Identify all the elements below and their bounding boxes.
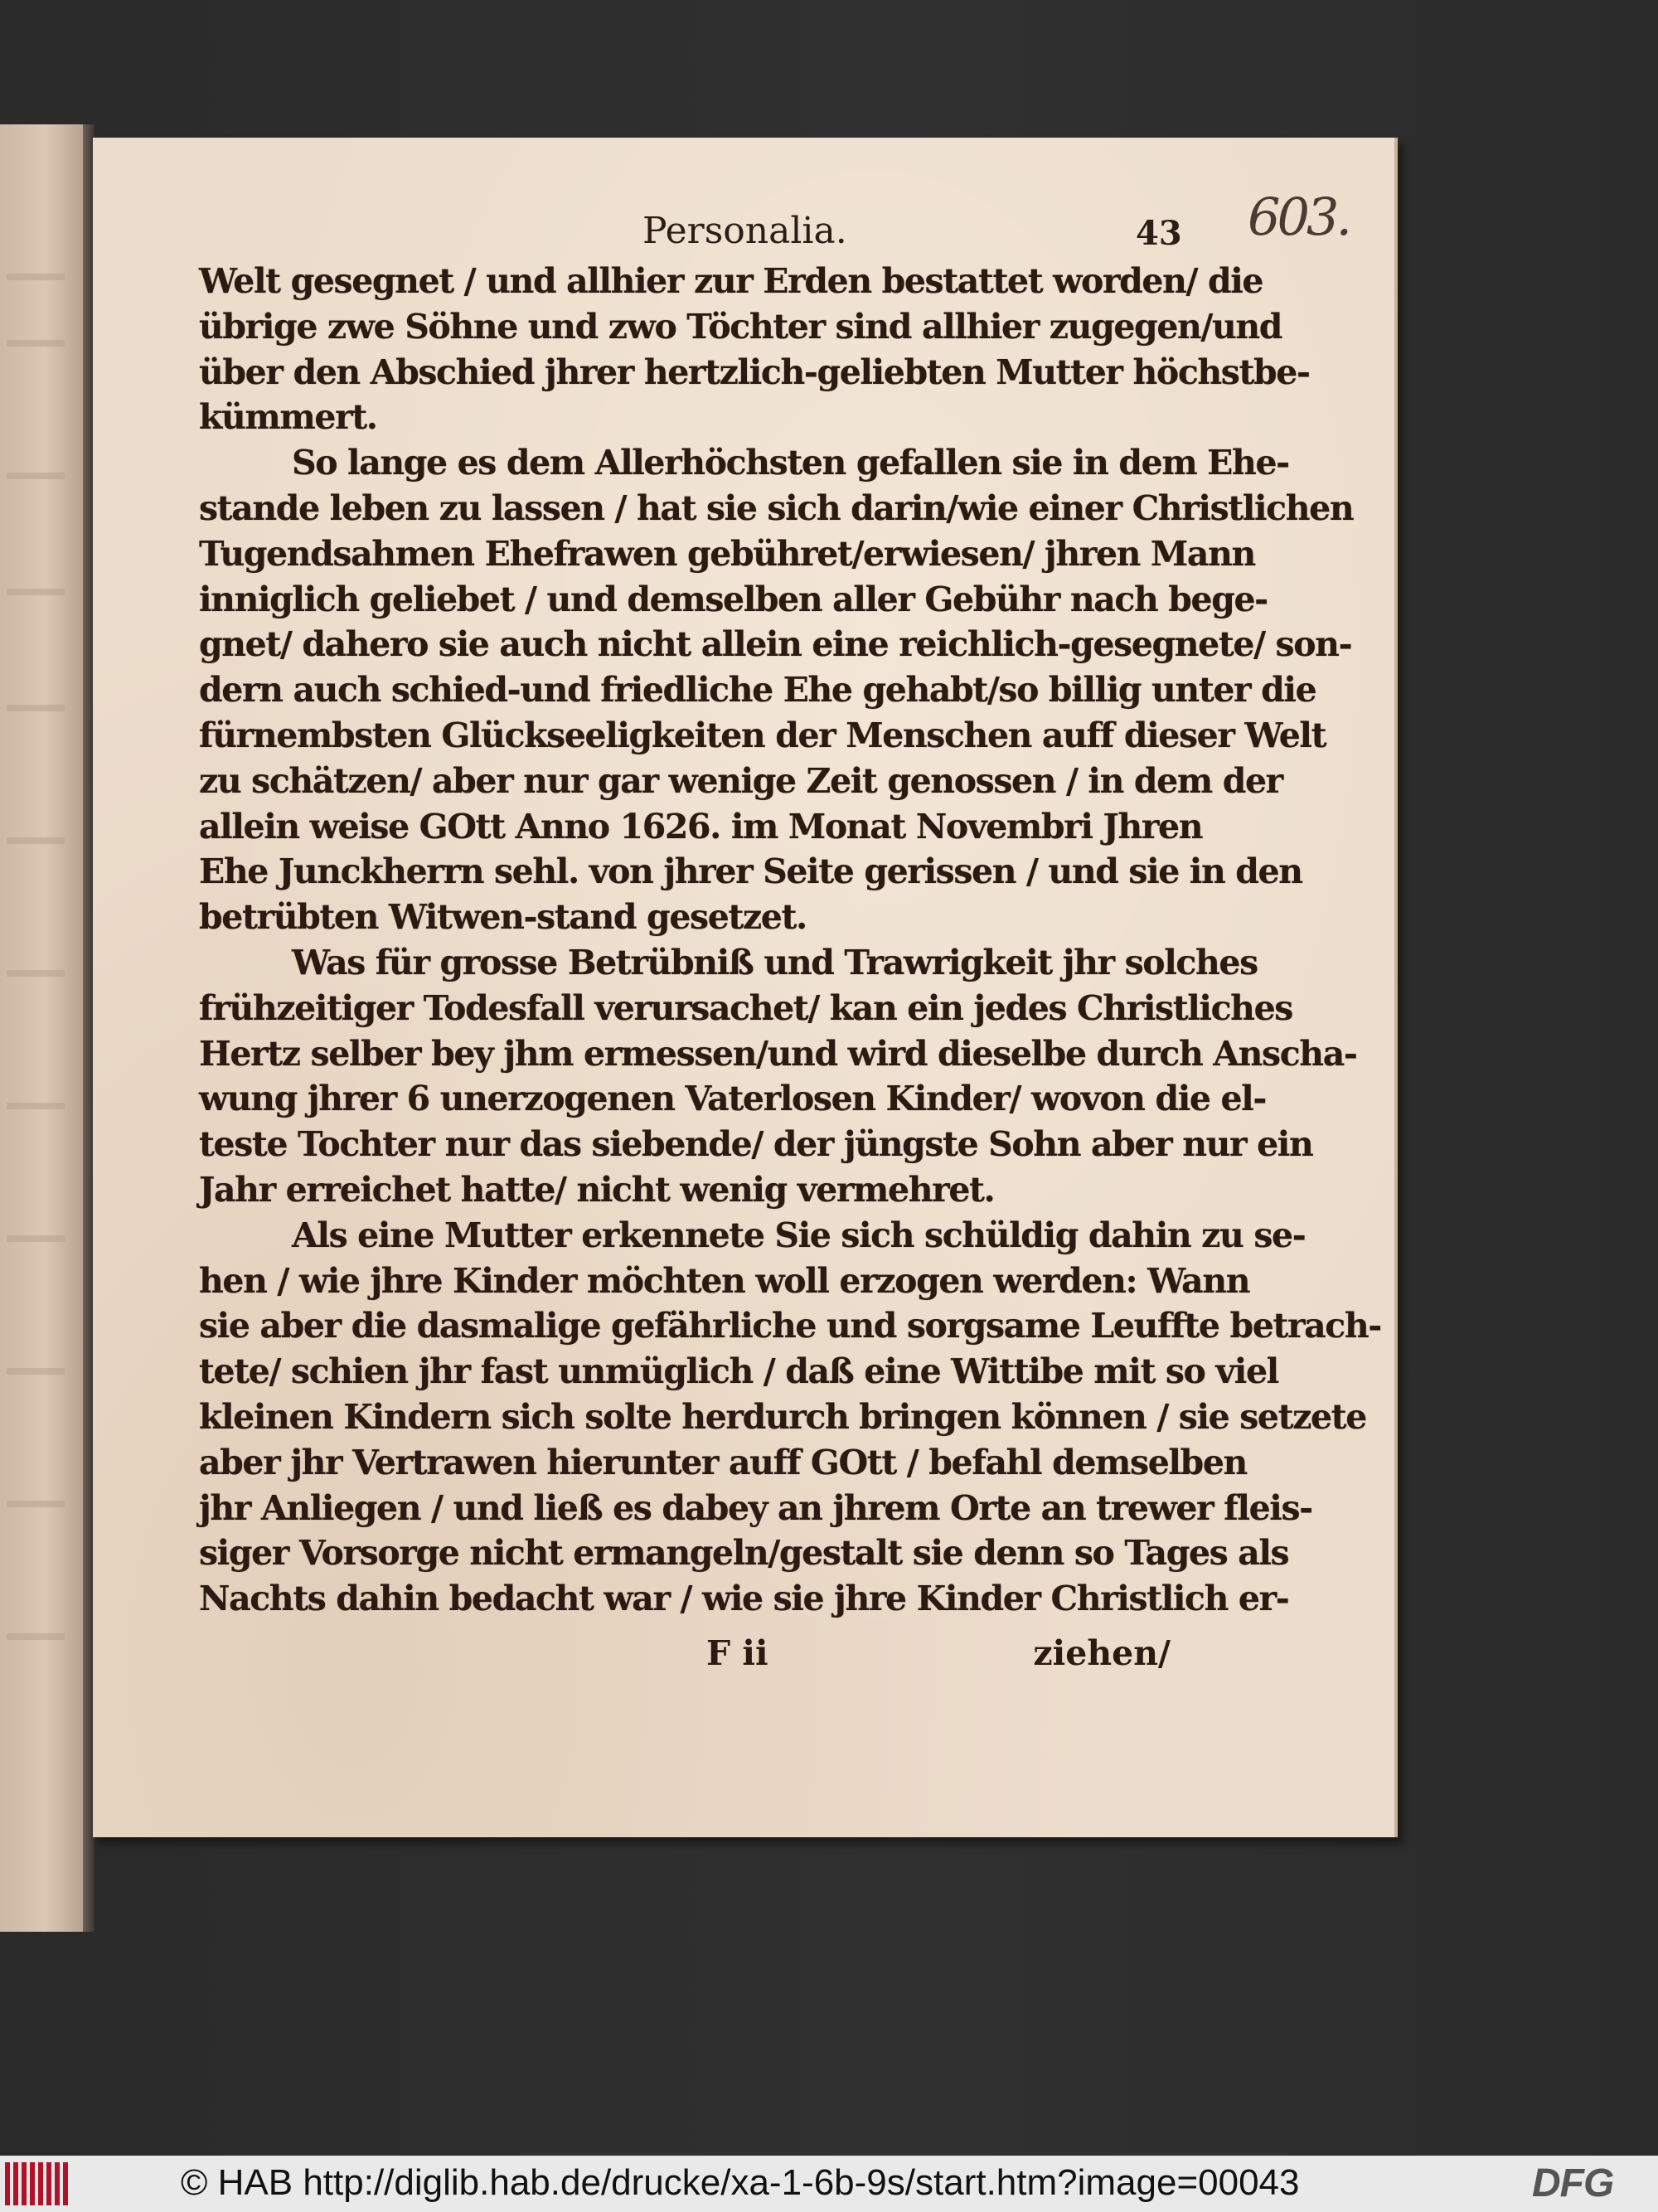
text-line: allein weise GOtt Anno 1626. im Monat Novembri Jhren bbox=[199, 806, 1203, 846]
viewer-footer bbox=[0, 2156, 1658, 2212]
text-line: fürnembsten Glückseeligkeiten der Menschen auff dieser Welt bbox=[199, 715, 1326, 755]
dfg-logo: DFG bbox=[1532, 2161, 1614, 2205]
text-line: kümmert. bbox=[199, 397, 377, 438]
text-line: wung jhrer 6 unerzogenen Vaterlosen Kinder/ wovon die el- bbox=[199, 1079, 1266, 1119]
paragraph-start-line: Als eine Mutter erkennete Sie sich schüldig dahin zu se- bbox=[292, 1215, 1306, 1255]
text-line: Ehe Junckherrn sehl. von jhrer Seite gerissen / und sie in den bbox=[199, 851, 1302, 892]
text-line: jhr Anliegen / und ließ es dabey an jhrem Orte an trewer fleis- bbox=[199, 1487, 1312, 1528]
page-number: 43 bbox=[1136, 214, 1182, 253]
text-line: Tugendsahmen Ehefrawen gebühret/erwiesen/ jhren Mann bbox=[199, 533, 1255, 574]
text-line: aber jhr Vertrawen hierunter auff GOtt / befahl demselben bbox=[199, 1442, 1247, 1482]
text-line: über den Abschied jhrer hertzlich-geliebten Mutter höchstbe- bbox=[199, 352, 1310, 392]
text-line: übrige zwe Söhne und zwo Töchter sind allhier zugegen/und bbox=[199, 306, 1282, 347]
paragraph-start-line: So lange es dem Allerhöchsten gefallen sie in dem Ehe- bbox=[292, 443, 1289, 483]
text-line: teste Tochter nur das siebende/ der jüngste Sohn aber nur ein bbox=[199, 1124, 1313, 1165]
text-line: stande leben zu lassen / hat sie sich darin/wie einer Christlichen bbox=[199, 488, 1354, 528]
text-line: Welt gesegnet / und allhier zur Erden bestattet worden/ die bbox=[199, 261, 1263, 301]
text-line: inniglich geliebet / und demselben aller Gebühr nach bege- bbox=[199, 579, 1268, 619]
running-head: Personalia. bbox=[642, 210, 847, 252]
text-line: dern auch schied-und friedliche Ehe gehabt/so billig unter die bbox=[199, 670, 1316, 711]
text-line: frühzeitiger Todesfall verursachet/ kan ein jedes Christliches bbox=[199, 987, 1292, 1028]
handwritten-folio-number: 603. bbox=[1248, 187, 1350, 247]
text-line: betrübten Witwen-stand gesetzet. bbox=[199, 897, 807, 938]
adjacent-page-edge bbox=[0, 124, 85, 1932]
paragraph-start-line: Was für grosse Betrübniß und Trawrigkeit jhr solches bbox=[292, 942, 1258, 982]
signature-mark: F ii bbox=[706, 1633, 768, 1673]
text-line: Hertz selber bey jhm ermessen/und wird dieselbe durch Anscha- bbox=[199, 1033, 1357, 1074]
text-line: gnet/ dahero sie auch nicht allein eine reichlich-gesegnete/ son- bbox=[199, 624, 1352, 665]
text-line: sie aber die dasmalige gefährliche und sorgsame Leuffte betrach- bbox=[199, 1306, 1381, 1346]
text-line: Jahr erreichet hatte/ nicht wenig vermehret. bbox=[199, 1169, 995, 1210]
barcode-icon bbox=[5, 2162, 70, 2205]
page-footer-line bbox=[199, 1633, 1171, 1680]
text-line: tete/ schien jhr fast unmüglich / daß eine Wittibe mit so viel bbox=[199, 1351, 1278, 1392]
text-line: hen / wie jhre Kinder möchten woll erzogen werden: Wann bbox=[199, 1260, 1250, 1301]
catchword: ziehen/ bbox=[1033, 1633, 1171, 1673]
text-line: siger Vorsorge nicht ermangeln/gestalt sie denn so Tages als bbox=[199, 1533, 1289, 1574]
body-text bbox=[199, 259, 1381, 1622]
source-credit: © HAB http://diglib.hab.de/drucke/xa-1-6b-9s/start.htm?image=00043 bbox=[181, 2162, 1300, 2203]
text-line: Nachts dahin bedacht war / wie sie jhre Kinder Christlich er- bbox=[199, 1579, 1289, 1619]
text-line: kleinen Kindern sich solte herdurch bringen können / sie setzete bbox=[199, 1396, 1366, 1437]
text-line: zu schätzen/ aber nur gar wenige Zeit genossen / in dem der bbox=[199, 760, 1282, 801]
